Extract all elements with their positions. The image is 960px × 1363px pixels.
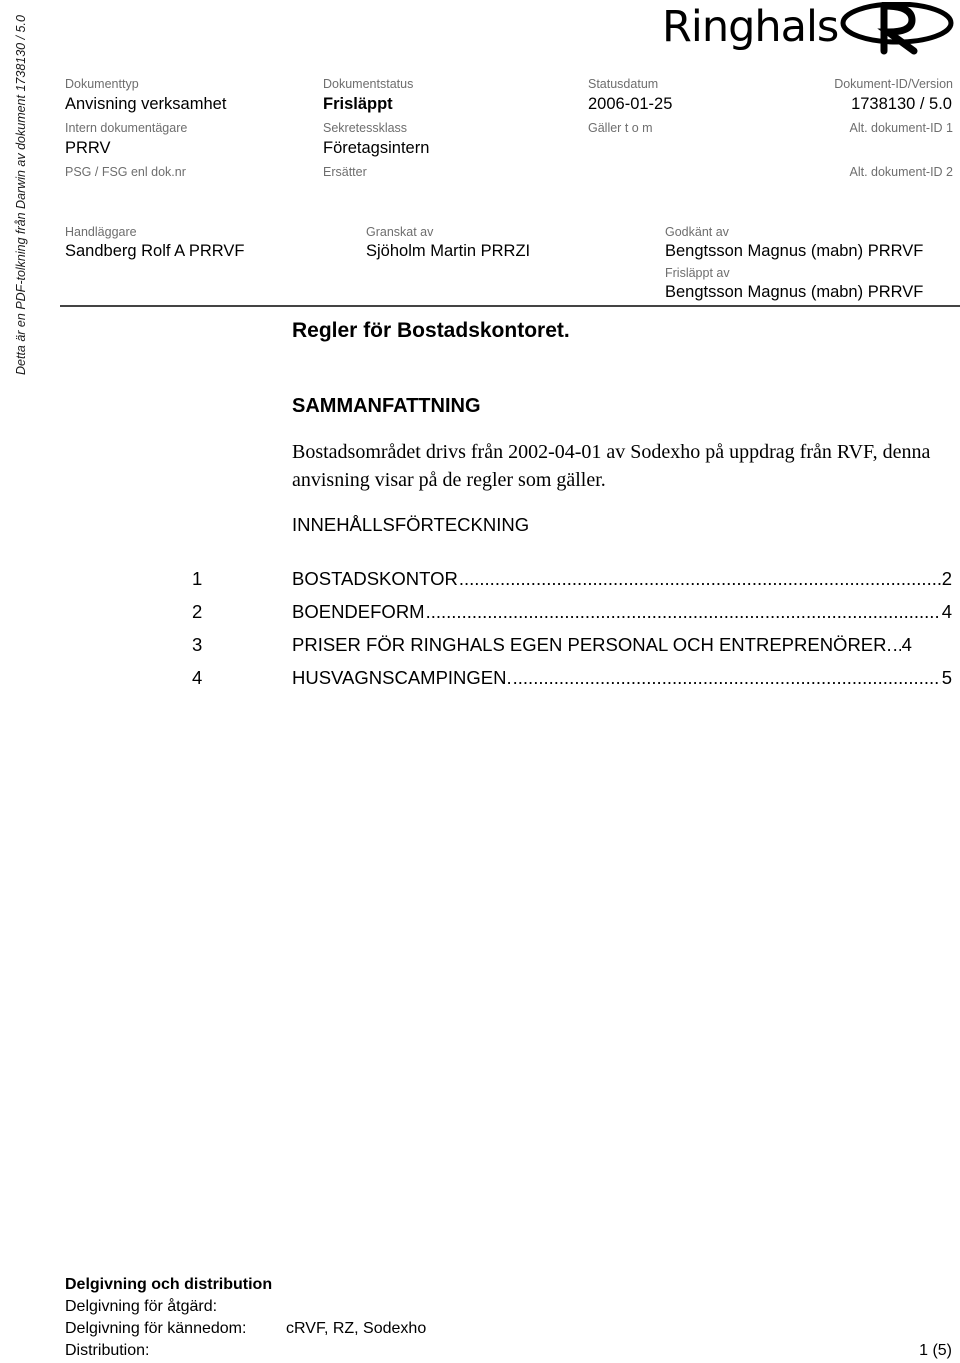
- doc-id-label: Dokument-ID/Version: [834, 77, 953, 91]
- doc-status-value: Frisläppt: [323, 95, 393, 113]
- page-indicator: 1 (5): [919, 1342, 952, 1359]
- distribution-heading: Delgivning och distribution: [65, 1276, 273, 1293]
- toc-leader-dots: [459, 568, 941, 590]
- replaces-label: Ersätter: [323, 165, 367, 179]
- toc-entry-number: 2: [192, 601, 203, 622]
- toc-entry-number: 4: [192, 667, 203, 688]
- toc-entry-number: 1: [192, 568, 203, 589]
- released-value: Bengtsson Magnus (mabn) PRRVF: [665, 283, 924, 301]
- toc-leader-dots: [893, 634, 901, 656]
- status-date-value: 2006-01-25: [588, 95, 673, 113]
- toc-entry-page: 4: [941, 601, 952, 622]
- toc-entry-title: HUSVAGNSCAMPINGEN.: [292, 667, 512, 688]
- action-label: Delgivning för åtgärd:: [65, 1298, 218, 1315]
- handler-value: Sandberg Rolf A PRRVF: [65, 242, 245, 260]
- summary-text: Bostadsområdet drivs från 2002-04-01 av Sodexho på uppdrag från RVF, denna anvisning visar på de regler som gäller.: [292, 441, 931, 491]
- approved-value: Bengtsson Magnus (mabn) PRRVF: [665, 242, 924, 260]
- doc-status-label: Dokumentstatus: [323, 77, 414, 91]
- toc-heading: INNEHÅLLSFÖRTECKNING: [292, 514, 530, 535]
- ringhals-logo: [660, 0, 960, 58]
- document-title: Regler för Bostadskontoret.: [292, 319, 570, 342]
- doc-id-value: 1738130 / 5.0: [851, 95, 952, 113]
- distribution-label: Distribution:: [65, 1342, 150, 1359]
- toc-leader-dots: [513, 667, 941, 689]
- doc-type-label: Dokumenttyp: [65, 77, 139, 91]
- toc-entry-title: PRISER FÖR RINGHALS EGEN PERSONAL OCH ENTREPRENÖRER.: [292, 634, 892, 655]
- status-date-label: Statusdatum: [588, 77, 659, 91]
- psg-label: PSG / FSG enl dok.nr: [65, 165, 186, 179]
- doc-type-value: Anvisning verksamhet: [65, 95, 227, 113]
- owner-value: PRRV: [65, 139, 111, 157]
- reviewed-label: Granskat av: [366, 225, 434, 239]
- summary-heading: SAMMANFATTNING: [292, 395, 481, 417]
- approved-label: Godkänt av: [665, 225, 729, 239]
- valid-until-label: Gäller t o m: [588, 121, 653, 135]
- toc-leader-dots: [426, 601, 941, 623]
- toc-entry-page: 2: [941, 568, 952, 589]
- alt-id2-label: Alt. dokument-ID 2: [849, 165, 953, 179]
- released-label: Frisläppt av: [665, 266, 730, 280]
- toc-entry-number: 3: [192, 634, 203, 655]
- ringhals-r-emblem-icon: [840, 2, 955, 56]
- secrecy-label: Sekretessklass: [323, 121, 408, 135]
- toc-entry[interactable]: [192, 634, 952, 658]
- owner-label: Intern dokumentägare: [65, 121, 188, 135]
- reviewed-value: Sjöholm Martin PRRZI: [366, 242, 531, 260]
- toc-entry[interactable]: [192, 568, 952, 592]
- toc-entry-title: BOSTADSKONTOR: [292, 568, 458, 589]
- secrecy-value: Företagsintern: [323, 139, 430, 157]
- toc-entry-page: 5: [941, 667, 952, 688]
- info-value: cRVF, RZ, Sodexho: [286, 1320, 427, 1337]
- handler-label: Handläggare: [65, 225, 137, 239]
- alt-id1-label: Alt. dokument-ID 1: [849, 121, 953, 135]
- logo-wordmark: Ringhals: [662, 2, 839, 52]
- info-label: Delgivning för kännedom:: [65, 1320, 247, 1337]
- header-divider: [60, 305, 960, 307]
- toc-entry[interactable]: [192, 667, 952, 691]
- toc-entry[interactable]: [192, 601, 952, 625]
- toc-entry-title: BOENDEFORM: [292, 601, 425, 622]
- toc-entry-page: 4: [901, 634, 912, 655]
- side-watermark-note: Detta är en PDF-tolkning från Darwin av dokument 1738130 / 5.0: [14, 15, 28, 375]
